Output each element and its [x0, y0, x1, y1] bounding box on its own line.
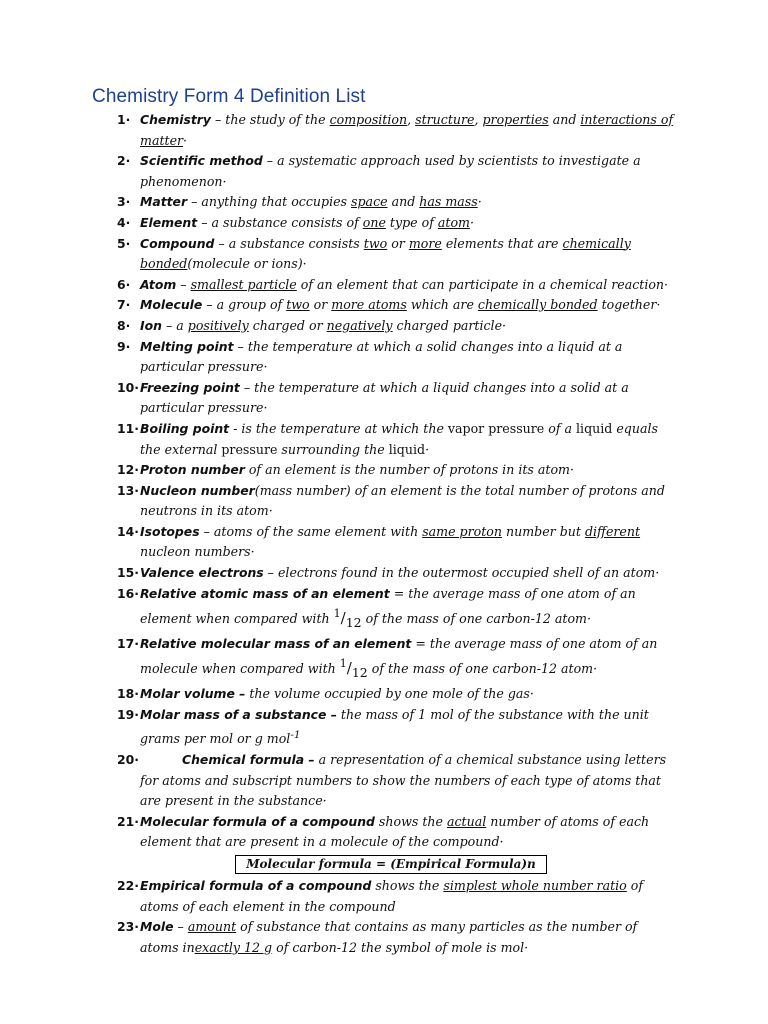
- item-number: 16·: [117, 585, 139, 601]
- item-number: 15·: [117, 565, 139, 581]
- item-number: 1·: [117, 112, 131, 127]
- term: Empirical formula of a compound: [140, 877, 372, 893]
- formula-box: Molecular formula = (Empirical Formula)n: [235, 855, 547, 874]
- list-item: 2· Scientific method – a systematic approach used by scientists to investigate a phenomenon·: [117, 153, 641, 189]
- list-item: 18· Molar volume – the volume occupied by one mole of the gas·: [117, 684, 677, 705]
- item-number: 8·: [117, 317, 131, 333]
- page-title: Chemistry Form 4 Definition List: [92, 86, 366, 107]
- term: Ion: [140, 317, 162, 333]
- item-number: 13·: [117, 482, 139, 498]
- item-number: 4·: [117, 214, 131, 230]
- item-number: 6·: [117, 276, 131, 292]
- term: Nucleon number: [140, 482, 255, 498]
- item-number: 23·: [117, 919, 139, 935]
- term: Scientific method: [140, 153, 263, 169]
- term: Molar volume –: [140, 686, 246, 702]
- list-item: 21· Molecular formula of a compound shows the actual number of atoms of each element that are present in a molecule of the compound· Molecular formula = (Empirical Formula)n: [117, 812, 677, 874]
- list-item: 10· Freezing point – the temperature at which a liquid changes into a solid at a particular pressure·: [117, 379, 629, 416]
- term: Chemical formula –: [182, 752, 315, 767]
- item-number: 17·: [117, 635, 139, 651]
- term: Isotopes: [140, 523, 200, 539]
- term: Molecular formula of a compound: [140, 813, 375, 829]
- term: Atom: [140, 276, 177, 292]
- term: Proton number: [140, 462, 245, 478]
- list-item: 6· Atom – smallest particle of an element that can participate in a chemical reaction·: [117, 275, 677, 296]
- list-item: 5· Compound – a substance consists two or more elements that are chemically bonded(molecule or ions)·: [117, 235, 631, 272]
- term: Boiling point: [140, 420, 230, 436]
- list-item: 23· Mole – amount of substance that contains as many particles as the number of atoms inexactly 12 g of carbon-12 the symbol of mole is mol·: [117, 919, 638, 955]
- item-number: 19·: [117, 706, 139, 722]
- list-item: 11· Boiling point - is the temperature at which the vapor pressure of a liquid equals the external pressure surrounding the liquid·: [117, 420, 658, 457]
- term: Valence electrons: [140, 565, 264, 581]
- list-item: 4· Element – a substance consists of one type of atom·: [117, 213, 677, 234]
- term: Chemistry: [140, 112, 211, 127]
- list-item: 14· Isotopes – atoms of the same element with same proton number but different nucleon numbers·: [117, 523, 641, 560]
- fraction: $^1/_{12}$: [333, 607, 362, 631]
- list-item: 16· Relative atomic mass of an element = the average mass of one atom of an element when compared with $^1/_{12}$ of the mass of one carbon-12 atom·: [117, 585, 636, 631]
- term: Relative atomic mass of an element: [140, 585, 390, 601]
- item-number: 12·: [117, 462, 139, 478]
- list-item: 20· Chemical formula – a representation of a chemical substance using letters for atoms and subscript numbers to show the numbers of each type of atoms that are present in the substance·: [117, 752, 667, 809]
- list-item: 7· Molecule – a group of two or more atoms which are chemically bonded together·: [117, 295, 677, 316]
- item-number: 2·: [117, 153, 131, 169]
- list-item: 22· Empirical formula of a compound shows the simplest whole number ratio of atoms of each element in the compound: [117, 877, 644, 914]
- term: Element: [140, 214, 198, 230]
- item-number: 22·: [117, 877, 139, 893]
- list-item: 15· Valence electrons – electrons found in the outermost occupied shell of an atom·: [117, 563, 677, 584]
- item-number: 21·: [117, 813, 139, 829]
- item-number: 20·: [117, 752, 139, 767]
- item-number: 7·: [117, 297, 131, 313]
- list-item: 19· Molar mass of a substance – the mass of 1 mol of the substance with the unit grams per mol or g mol$^{-1}$: [117, 706, 649, 747]
- list-item: 13· Nucleon number(mass number) of an element is the total number of protons and neutrons in its atom·: [117, 482, 665, 519]
- list-item: 17· Relative molecular mass of an element = the average mass of one atom of an molecule when compared with $^1/_{12}$ of the mass of one carbon-12 atom·: [117, 635, 658, 681]
- term: Melting point: [140, 338, 234, 354]
- item-number: 14·: [117, 523, 139, 539]
- definition-list: [117, 110, 677, 958]
- item-number: 10·: [117, 379, 139, 395]
- term: Molar mass of a substance –: [140, 706, 337, 722]
- term: Mole: [140, 919, 174, 935]
- item-number: 18·: [117, 686, 139, 702]
- item-number: 9·: [117, 338, 131, 354]
- item-number: 5·: [117, 235, 131, 251]
- list-item: 3· Matter – anything that occupies space and has mass·: [117, 192, 677, 213]
- list-item: 12· Proton number of an element is the number of protons in its atom·: [117, 460, 677, 481]
- item-number: 11·: [117, 420, 139, 436]
- term: Relative molecular mass of an element: [140, 635, 412, 651]
- term: Matter: [140, 194, 188, 210]
- list-item: 9· Melting point – the temperature at which a solid changes into a liquid at a particular pressure·: [117, 338, 623, 375]
- item-number: 3·: [117, 194, 131, 210]
- term: Freezing point: [140, 379, 240, 395]
- list-item: 1· Chemistry – the study of the composition, structure, properties and interactions of matter·: [117, 112, 674, 148]
- term: Compound: [140, 235, 215, 251]
- fraction: $^1/_{12}$: [339, 657, 368, 681]
- term: Molecule: [140, 297, 203, 313]
- list-item: 8· Ion – a positively charged or negatively charged particle·: [117, 316, 677, 337]
